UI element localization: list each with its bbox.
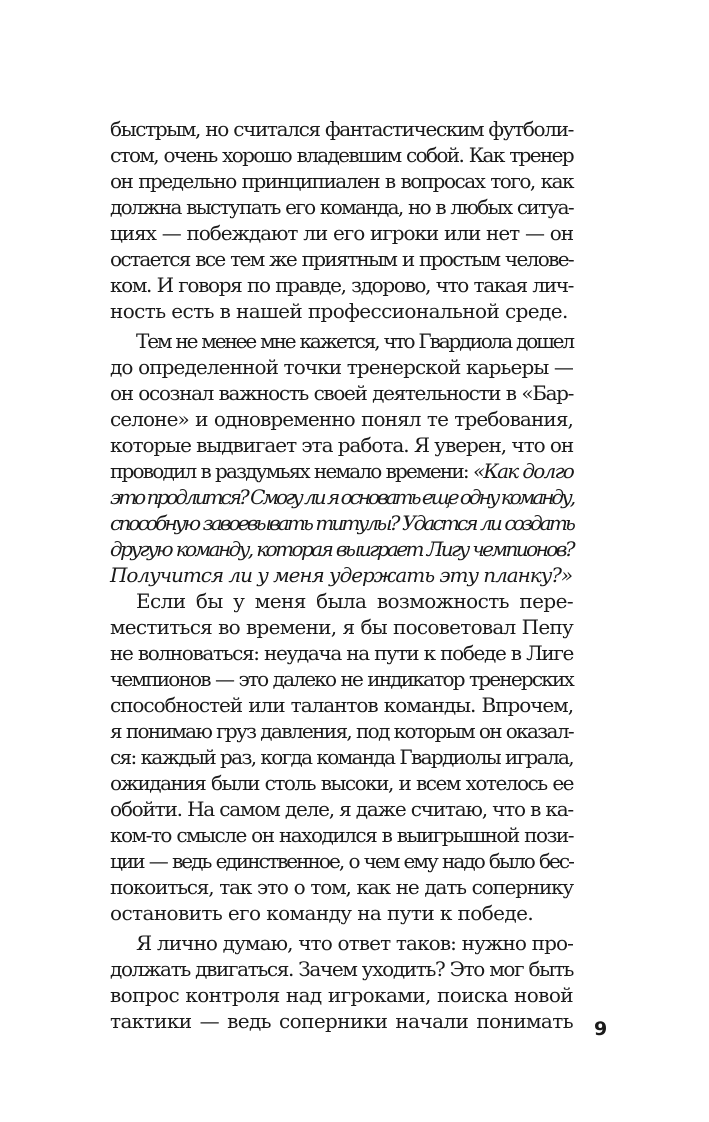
page-number: 9 xyxy=(594,1018,608,1040)
text-line: меститься во времени, я бы посоветовал Пепу xyxy=(110,615,573,639)
text-line: чемпионов — это далеко не индикатор тренерских xyxy=(110,667,573,691)
text-line: обойти. На самом деле, я даже считаю, что в ка- xyxy=(110,797,573,821)
text-line: он осознал важность своей деятельности в «Бар- xyxy=(110,381,573,405)
text-line: должать двигаться. Зачем уходить? Это мог быть xyxy=(110,957,573,981)
quote-line: другую команду, которая выиграет Лигу чемпионов? xyxy=(110,537,573,561)
text-line: ся: каждый раз, когда команда Гвардиолы играла, xyxy=(110,745,573,769)
text-line: тактики — ведь соперники начали понимать xyxy=(110,1009,573,1033)
paragraph-1 xyxy=(110,116,573,324)
text-line: циях — побеждают ли его игроки или нет — он xyxy=(110,221,573,245)
text-line: способностей или талантов команды. Впрочем, xyxy=(110,693,573,717)
text-line: я понимаю груз давления, под которым он оказал- xyxy=(110,719,573,743)
text-line: ность есть в нашей профессиональной среде. xyxy=(110,299,568,323)
text-line: ожидания были столь высоки, и всем хотелось ее xyxy=(110,771,573,795)
text-line: ции — ведь единственное, о чем ему надо было бес- xyxy=(110,849,573,873)
text-line: ком. И говоря по правде, здорово, что такая лич- xyxy=(110,273,573,297)
text-line: остановить его команду на пути к победе. xyxy=(110,901,534,925)
paragraph-4 xyxy=(110,930,573,1034)
text-line: должна выступать его команда, но в любых ситуа- xyxy=(110,195,573,219)
text-line: Если бы у меня была возможность пере- xyxy=(136,589,573,613)
text-line-mixed xyxy=(110,458,573,484)
text-line: селоне» и одновременно понял те требования, xyxy=(110,407,573,431)
quote-line: Получится ли у меня удержать эту планку?» xyxy=(110,563,573,587)
text-line: вопрос контроля над игроками, поиска новой xyxy=(110,983,573,1007)
text-line: ком-то смысле он находился в выигрышной пози- xyxy=(110,823,573,847)
text-segment: проводил в раздумьях немало времени: xyxy=(110,459,473,483)
text-line: до определенной точки тренерской карьеры — xyxy=(110,355,573,379)
paragraph-3 xyxy=(110,588,573,926)
text-line: которые выдвигает эта работа. Я уверен, что он xyxy=(110,433,574,457)
text-line: покоиться, так это о том, как не дать сопернику xyxy=(110,875,573,899)
text-line: Тем не менее мне кажется, что Гвардиола дошел xyxy=(136,329,573,353)
page-body-text xyxy=(110,116,573,1034)
paragraph-2 xyxy=(110,328,573,588)
text-line: остается все тем же приятным и простым челове- xyxy=(110,247,573,271)
quote-line: способную завоевывать титулы? Удастся ли создать xyxy=(110,511,573,535)
quote-line: это продлится? Смогу ли я основать еще одну команду, xyxy=(110,485,574,509)
quote-segment: «Как долго xyxy=(472,459,573,483)
text-line: быстрым, но считался фантастическим футболи- xyxy=(110,117,573,141)
text-line: Я лично думаю, что ответ таков: нужно про- xyxy=(136,931,573,955)
text-line: стом, очень хорошо владевшим собой. Как тренер xyxy=(110,143,573,167)
text-line: не волноваться: неудача на пути к победе в Лиге xyxy=(110,641,573,665)
text-line: он предельно принципиален в вопросах того, как xyxy=(110,169,573,193)
